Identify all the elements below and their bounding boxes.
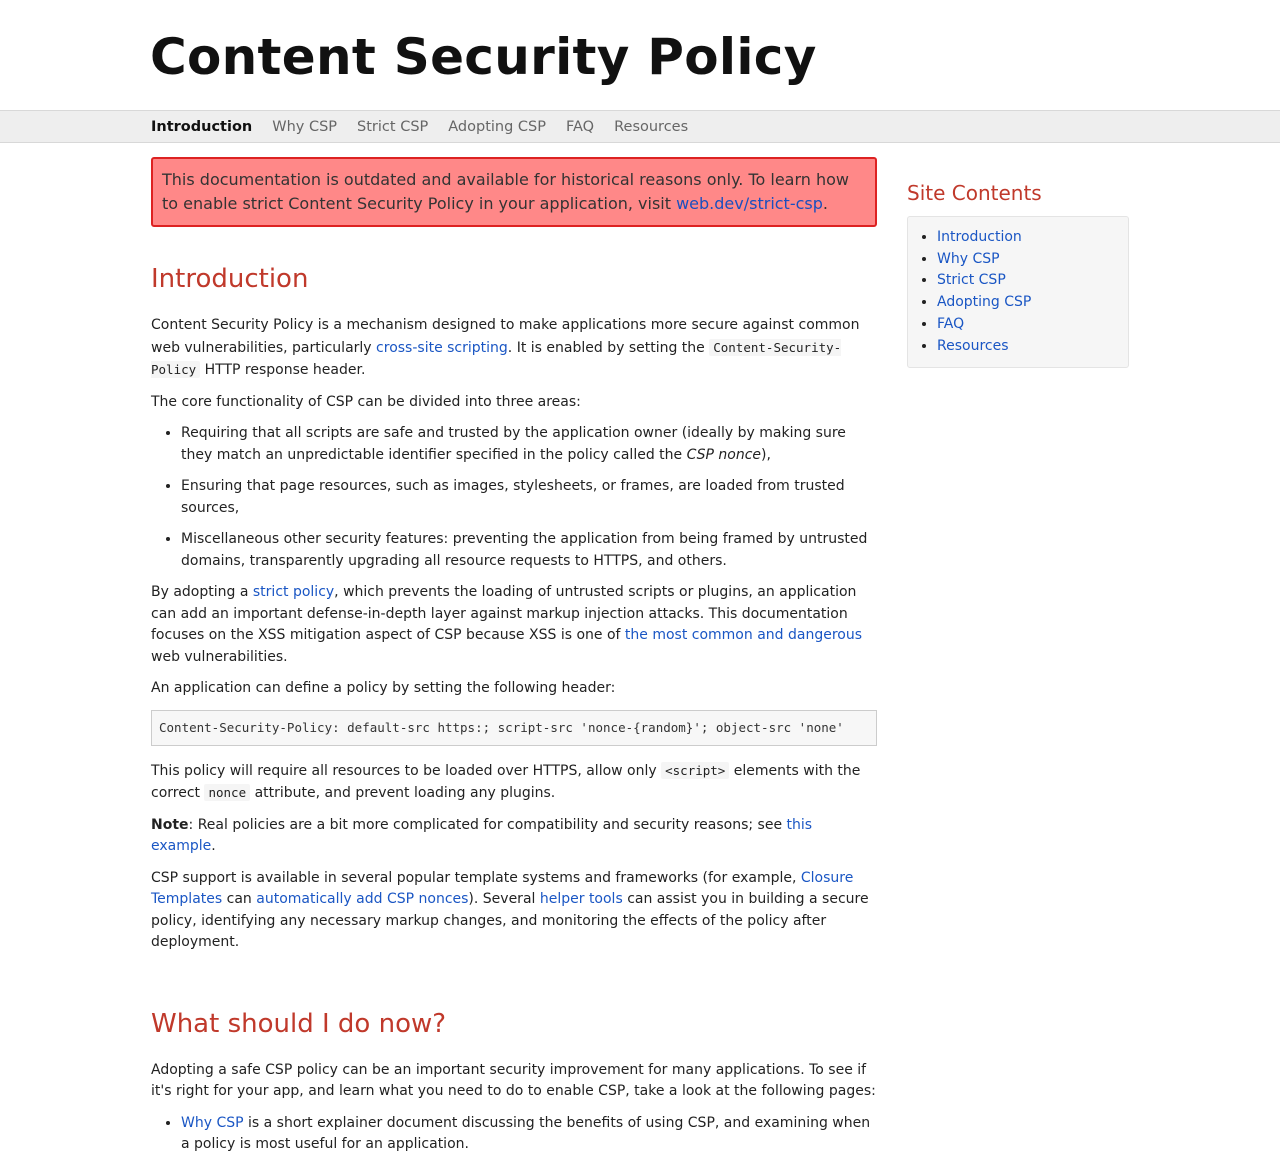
site-contents-list bbox=[908, 227, 1118, 357]
sidebar bbox=[907, 180, 1129, 368]
most-common-dangerous-link[interactable]: the most common and dangerous bbox=[624, 627, 863, 643]
outdated-warning-banner bbox=[151, 157, 877, 227]
csp-header-code: Content-Security-Policy bbox=[151, 339, 842, 377]
list-item: • Ensuring that page resources, such as images, stylesheets, or frames, are loaded from trusted sources, bbox=[181, 476, 877, 519]
text: elements with the correct bbox=[151, 762, 861, 801]
text: can assist you in building a secure policy, identifying any necessary markup changes, and monitoring the effects of the policy after deployment. bbox=[151, 891, 869, 950]
intro-paragraph-5 bbox=[151, 760, 877, 805]
site-title: Content Security Policy bbox=[150, 28, 817, 86]
text: CSP support is available in several popular template systems and frameworks (for example, bbox=[151, 869, 801, 886]
list-item: • Miscellaneous other security features: preventing the application from being framed by untrusted domains, transparently upgrading all resource requests to HTTPS, and others. bbox=[181, 529, 877, 572]
strict-policy-link[interactable]: strict policy bbox=[252, 584, 335, 600]
main-content bbox=[151, 157, 877, 1166]
sidebar-item-adopting-csp bbox=[937, 292, 1118, 314]
text: ). Several bbox=[468, 891, 540, 907]
this-example-link[interactable]: this example bbox=[151, 816, 813, 854]
nav-introduction[interactable]: Introduction bbox=[151, 118, 253, 135]
sidebar-item-faq bbox=[937, 314, 1118, 336]
sidebar-link-faq[interactable]: FAQ bbox=[937, 315, 965, 332]
note-paragraph bbox=[151, 815, 877, 858]
csp-areas-list bbox=[151, 423, 877, 572]
text: . bbox=[211, 838, 216, 854]
intro-heading: Introduction bbox=[151, 264, 309, 294]
nav-resources[interactable]: Resources bbox=[614, 118, 689, 135]
next-pages-list bbox=[151, 1113, 877, 1156]
intro-paragraph-4: An application can define a policy by setting the following header: bbox=[151, 680, 616, 696]
list-item bbox=[181, 423, 877, 466]
warning-end: . bbox=[822, 194, 828, 213]
nav-why-csp[interactable]: Why CSP bbox=[272, 118, 338, 135]
text: By adopting a bbox=[151, 584, 253, 600]
top-navbar bbox=[0, 110, 1280, 143]
strict-csp-link[interactable]: web.dev/strict-csp bbox=[676, 194, 823, 213]
intro-paragraph-1 bbox=[151, 315, 877, 382]
warning-text: This documentation is outdated and available for historical reasons only. To learn how to enable strict Content Security Policy in your application, visit bbox=[162, 170, 850, 213]
site-contents-box bbox=[907, 216, 1129, 368]
intro-paragraph-2: The core functionality of CSP can be divided into three areas: bbox=[151, 393, 581, 410]
sidebar-link-strict-csp[interactable]: Strict CSP bbox=[937, 272, 1006, 289]
nonce-code: nonce bbox=[204, 784, 250, 801]
nav-list bbox=[151, 111, 708, 142]
intro-paragraph-7 bbox=[151, 868, 877, 954]
closure-templates-link[interactable]: Closure Templates bbox=[151, 869, 854, 907]
list-item bbox=[181, 1113, 877, 1156]
text: This policy will require all resources to be loaded over HTTPS, allow only bbox=[151, 762, 662, 779]
spacer bbox=[151, 964, 877, 972]
text: can bbox=[222, 891, 257, 907]
text: Content Security Policy is a mechanism designed to make applications more secure against common web vulnerabilities, particularly bbox=[151, 317, 860, 356]
sidebar-link-adopting-csp[interactable]: Adopting CSP bbox=[937, 294, 1032, 311]
sidebar-title: Site Contents bbox=[907, 181, 1042, 205]
nav-faq[interactable]: FAQ bbox=[566, 118, 595, 135]
nav-strict-csp[interactable]: Strict CSP bbox=[357, 118, 429, 135]
intro-paragraph-3 bbox=[151, 582, 877, 668]
text: HTTP response header. bbox=[200, 362, 366, 378]
helper-tools-link[interactable]: helper tools bbox=[539, 891, 623, 907]
csp-header-example[interactable]: Content-Security-Policy: default-src https:; script-src 'nonce-{random}'; object-src 'none' bbox=[151, 710, 877, 746]
text: : Real policies are a bit more complicated for compatibility and security reasons; see bbox=[188, 816, 787, 833]
sidebar-link-introduction[interactable]: Introduction bbox=[937, 229, 1022, 245]
text: web vulnerabilities. bbox=[151, 648, 288, 665]
sidebar-item-why-csp bbox=[937, 249, 1118, 271]
sidebar-link-why-csp[interactable]: Why CSP bbox=[937, 250, 1000, 267]
auto-csp-nonces-link[interactable]: automatically add CSP nonces bbox=[256, 891, 469, 907]
text: attribute, and prevent loading any plugins. bbox=[250, 785, 556, 801]
sidebar-item-strict-csp bbox=[937, 270, 1118, 292]
csp-nonce-term: CSP nonce bbox=[686, 446, 762, 463]
what-now-paragraph: Adopting a safe CSP policy can be an important security improvement for many applications. To see if it's right for your app, and learn what you need to do to enable CSP, take a look at the following pages: bbox=[151, 1061, 876, 1099]
nav-adopting-csp[interactable]: Adopting CSP bbox=[448, 118, 546, 135]
text: is a short explainer document discussing the benefits of using CSP, and examining when a policy is most useful for an application. bbox=[181, 1114, 871, 1152]
text: ), bbox=[761, 446, 771, 463]
text: , which prevents the loading of untrusted scripts or plugins, an application can add an important defense-in-depth layer against markup injection attacks. This documentation focuses on the XSS mitigation aspect of CSP because XSS is one of bbox=[151, 584, 857, 643]
note-label: Note bbox=[151, 816, 189, 833]
script-tag-code: <script> bbox=[661, 762, 729, 779]
cross-site-scripting-link[interactable]: cross-site scripting bbox=[376, 339, 508, 356]
sidebar-item-resources bbox=[937, 336, 1118, 358]
sidebar-item-introduction bbox=[937, 227, 1118, 249]
what-now-heading: What should I do now? bbox=[151, 1008, 447, 1039]
why-csp-link[interactable]: Why CSP bbox=[181, 1114, 244, 1131]
text: Requiring that all scripts are safe and trusted by the application owner (ideally by making sure they match an unpredictable identifier specified in the policy called the bbox=[181, 425, 846, 463]
text: . It is enabled by setting the bbox=[507, 339, 710, 356]
sidebar-link-resources[interactable]: Resources bbox=[937, 337, 1009, 354]
